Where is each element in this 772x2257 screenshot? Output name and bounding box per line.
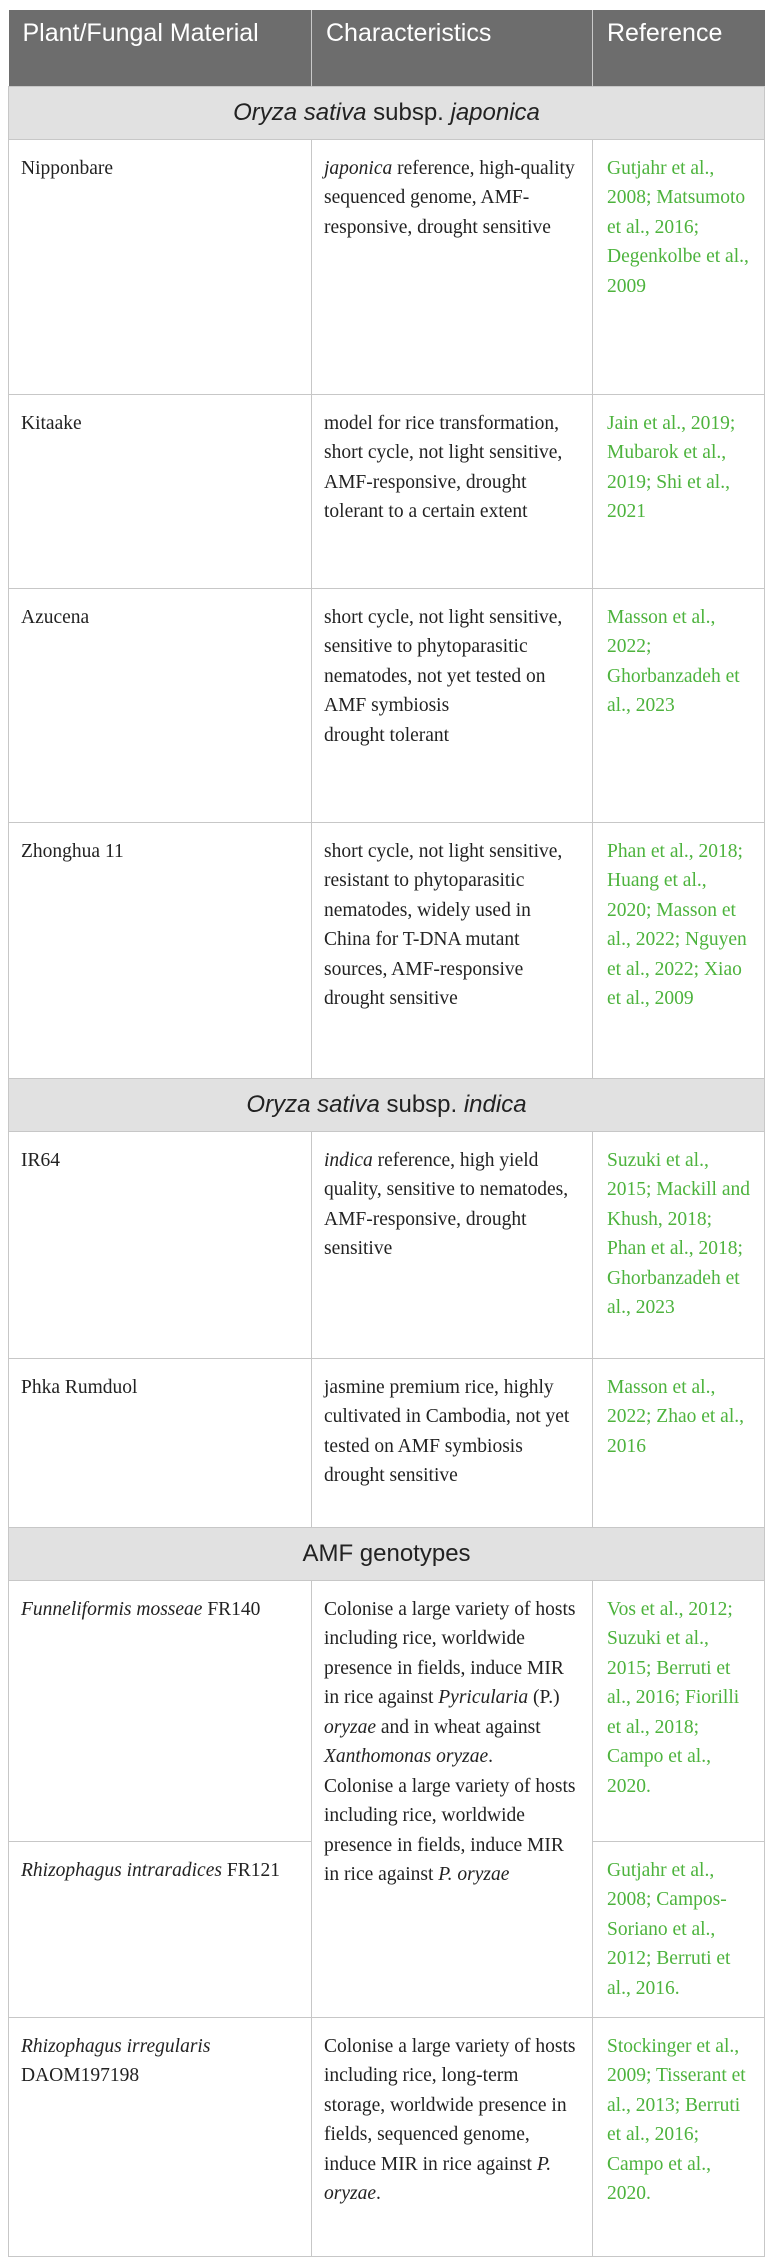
material-name: Rhizophagus intraradices FR121 [9,1841,312,2017]
characteristics-cell: short cycle, not light sensitive, resistant to phytoparasitic nematodes, widely used in China for T-DNA mutant sources, AMF-responsive drought sensitive [312,822,593,1078]
table-row [9,2017,765,2256]
material-name: IR64 [9,1131,312,1358]
material-name: Funneliformis mosseae FR140 [9,1580,312,1841]
reference-links[interactable]: Jain et al., 2019; Mubarok et al., 2019; Shi et al., 2021 [593,394,765,588]
table-row [9,394,765,588]
header-material: Plant/Fungal Material [9,10,312,86]
characteristics-cell: short cycle, not light sensitive, sensitive to phytoparasitic nematodes, not yet tested on AMF symbiosis drought tolerant [312,588,593,822]
characteristics-cell: japonica reference, high-quality sequenced genome, AMF-responsive, drought sensitive [312,139,593,394]
header-row [9,10,765,86]
reference-links[interactable]: Masson et al., 2022; Zhao et al., 2016 [593,1358,765,1527]
characteristics-cell: indica reference, high yield quality, sensitive to nematodes, AMF-responsive, drought sensitive [312,1131,593,1358]
table-row [9,139,765,394]
material-name: Nipponbare [9,139,312,394]
characteristics-cell: Colonise a large variety of hosts including rice, long-term storage, worldwide presence in fields, sequenced genome, induce MIR in rice against P. oryzae. [312,2017,593,2256]
reference-links[interactable]: Vos et al., 2012; Suzuki et al., 2015; Berruti et al., 2016; Fiorilli et al., 2018; Campo et al., 2020. [593,1580,765,1841]
characteristics-cell: jasmine premium rice, highly cultivated in Cambodia, not yet tested on AMF symbiosis drought sensitive [312,1358,593,1527]
reference-links[interactable]: Phan et al., 2018; Huang et al., 2020; Masson et al., 2022; Nguyen et al., 2022; Xiao et al., 2009 [593,822,765,1078]
section-title-indica: Oryza sativa subsp. indica [9,1078,765,1131]
table-row [9,1131,765,1358]
reference-links[interactable]: Gutjahr et al., 2008; Campos-Soriano et al., 2012; Berruti et al., 2016. [593,1841,765,2017]
section-title-amf: AMF genotypes [9,1527,765,1580]
header-characteristics: Characteristics [312,10,593,86]
section-row-japonica [9,86,765,139]
reference-links[interactable]: Gutjahr et al., 2008; Matsumoto et al., 2016; Degenkolbe et al., 2009 [593,139,765,394]
reference-links[interactable]: Suzuki et al., 2015; Mackill and Khush, 2018; Phan et al., 2018; Ghorbanzadeh et al., 2023 [593,1131,765,1358]
section-row-amf [9,1527,765,1580]
table-row [9,822,765,1078]
section-row-indica [9,1078,765,1131]
material-name: Azucena [9,588,312,822]
material-name: Phka Rumduol [9,1358,312,1527]
reference-links[interactable]: Stockinger et al., 2009; Tisserant et al., 2013; Berruti et al., 2016; Campo et al., 2020. [593,2017,765,2256]
characteristics-cell: model for rice transformation, short cycle, not light sensitive, AMF-responsive, drought tolerant to a certain extent [312,394,593,588]
table-row [9,1580,765,1841]
material-name: Rhizophagus irregularis DAOM197198 [9,2017,312,2256]
material-name: Kitaake [9,394,312,588]
material-name: Zhonghua 11 [9,822,312,1078]
rice-amf-material-table [8,10,765,2257]
characteristics-cell-shared: Colonise a large variety of hosts including rice, worldwide presence in fields, induce MIR in rice against Pyricularia (P.) oryzae and in wheat against Xanthomonas oryzae. Colonise a large variety of hosts including rice, worldwide presence in fields, induce MIR in rice against P. oryzae [312,1580,593,2017]
section-title-japonica: Oryza sativa subsp. japonica [9,86,765,139]
table-row [9,588,765,822]
header-reference: Reference [593,10,765,86]
table-row [9,1358,765,1527]
reference-links[interactable]: Masson et al., 2022; Ghorbanzadeh et al., 2023 [593,588,765,822]
